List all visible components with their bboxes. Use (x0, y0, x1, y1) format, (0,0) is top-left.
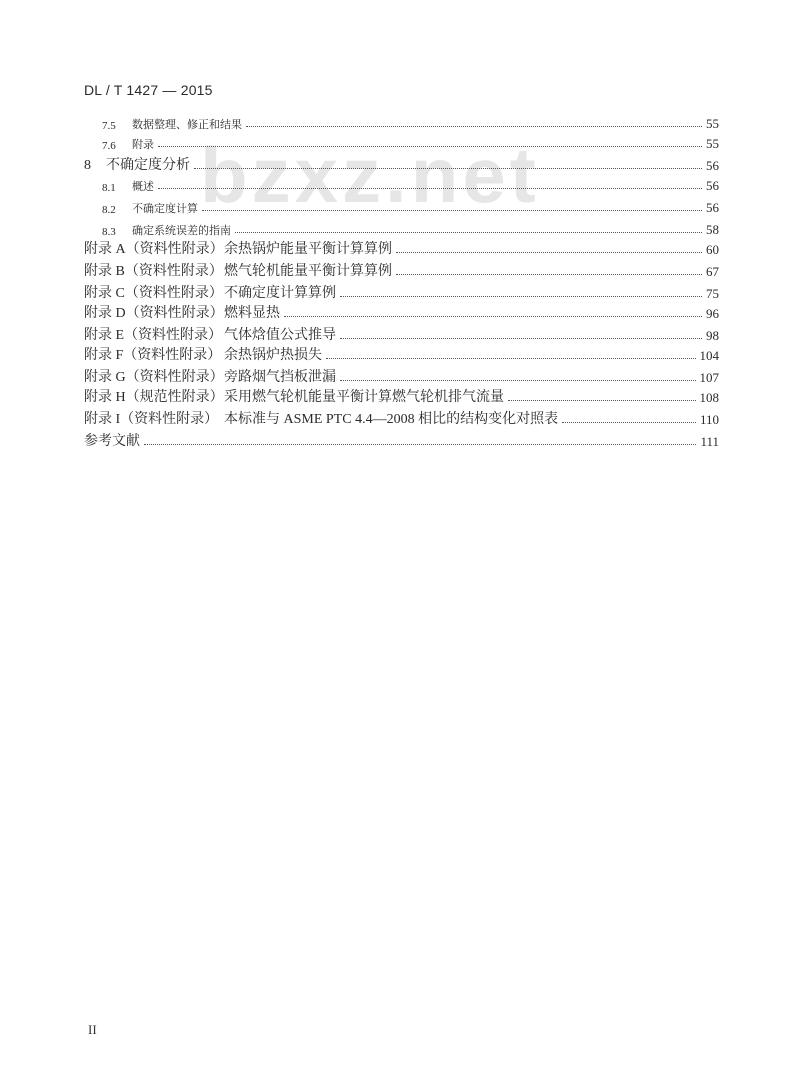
toc-entry-title: 本标准与 ASME PTC 4.4—2008 相比的结构变化对照表 (224, 412, 559, 427)
toc-entry-number: 8.3 (102, 226, 116, 238)
toc-entry[interactable] (84, 154, 719, 174)
toc-entry-number: 附录 B（资料性附录） (84, 264, 223, 279)
toc-entry-page: 60 (706, 242, 719, 257)
toc-entry-title: 余热锅炉热损失 (224, 348, 322, 363)
dot-leader (562, 422, 696, 423)
toc-entry-page: 56 (706, 200, 719, 215)
toc-entry[interactable] (84, 366, 719, 386)
dot-leader (396, 252, 702, 253)
toc-entry-page: 110 (699, 412, 719, 427)
toc-entry-title: 采用燃气轮机能量平衡计算燃气轮机排气流量 (224, 390, 504, 405)
toc-entry-number: 附录 D（资料性附录） (84, 306, 224, 321)
dot-leader (246, 126, 702, 127)
toc-entry-title: 燃料显热 (224, 306, 280, 321)
toc-entry-title: 旁路烟气挡板泄漏 (224, 370, 336, 385)
toc-entry-page: 111 (700, 434, 719, 449)
dot-leader (340, 380, 696, 381)
toc-entry-title: 不确定度计算 (132, 203, 198, 215)
toc-entry-number: 附录 F（资料性附录） (84, 348, 222, 363)
toc-entry-page: 108 (699, 390, 719, 405)
toc-entry-page: 67 (706, 264, 719, 279)
toc-entry-number: 7.5 (102, 120, 116, 132)
toc-entry-title: 概述 (132, 181, 154, 193)
toc-entry[interactable] (84, 344, 719, 364)
dot-leader (235, 232, 702, 233)
toc-entry-title: 数据整理、修正和结果 (132, 119, 242, 131)
toc-entry-page: 96 (706, 306, 719, 321)
toc-entry-title: 确定系统误差的指南 (132, 225, 231, 237)
dot-leader (508, 400, 696, 401)
toc-entry-page: 104 (699, 348, 719, 363)
toc-entry-page: 58 (706, 222, 719, 237)
toc-entry-page: 107 (699, 370, 719, 385)
toc-entry[interactable] (102, 112, 719, 132)
dot-leader (396, 274, 702, 275)
toc-entry-number: 8.2 (102, 204, 116, 216)
dot-leader (284, 316, 702, 317)
dot-leader (194, 168, 702, 169)
toc-entry[interactable] (84, 430, 719, 450)
dot-leader (202, 210, 702, 211)
dot-leader (340, 338, 702, 339)
toc-entry-title: 参考文献 (84, 434, 140, 449)
toc-entry-title: 气体焓值公式推导 (224, 328, 336, 343)
toc-entry[interactable] (84, 408, 719, 428)
toc-entry-number: 附录 H（规范性附录） (84, 390, 224, 405)
toc-entry-number: 8.1 (102, 182, 116, 194)
toc-entry-page: 56 (706, 178, 719, 193)
toc-entry-number: 附录 C（资料性附录） (84, 286, 223, 301)
dot-leader (158, 188, 702, 189)
toc-entry-number: 附录 A（资料性附录） (84, 242, 224, 257)
document-code: DL / T 1427 — 2015 (84, 82, 213, 98)
toc-entry[interactable] (84, 260, 719, 280)
toc-entry-page: 56 (706, 158, 719, 173)
toc-entry-number: 附录 G（资料性附录） (84, 370, 224, 385)
toc-entry[interactable] (102, 174, 719, 194)
toc-entry[interactable] (102, 196, 719, 216)
toc-entry[interactable] (84, 386, 719, 406)
toc-entry-page: 75 (706, 286, 719, 301)
toc-entry[interactable] (84, 282, 719, 302)
toc-entry-title: 不确定度分析 (106, 158, 190, 173)
toc-entry[interactable] (102, 218, 719, 238)
toc-entry-number: 附录 E（资料性附录） (84, 328, 223, 343)
toc-entry[interactable] (84, 238, 719, 258)
dot-leader (158, 146, 702, 147)
toc-entry-page: 55 (706, 116, 719, 131)
toc-entry-title: 不确定度计算算例 (224, 286, 336, 301)
toc-entry-page: 98 (706, 328, 719, 343)
page-number: II (88, 1022, 97, 1037)
toc-entry-number: 8 (84, 158, 91, 173)
dot-leader (326, 358, 696, 359)
dot-leader (144, 444, 696, 445)
toc-entry-number: 附录 I（资料性附录） (84, 412, 219, 427)
toc-entry-title: 余热锅炉能量平衡计算算例 (224, 242, 392, 257)
watermark: bzxz.net (200, 131, 540, 219)
toc-entry[interactable] (84, 302, 719, 322)
toc-entry[interactable] (84, 324, 719, 344)
toc-entry-page: 55 (706, 136, 719, 151)
dot-leader (340, 296, 702, 297)
toc-entry[interactable] (102, 132, 719, 152)
toc-entry-title: 燃气轮机能量平衡计算算例 (224, 264, 392, 279)
toc-entry-title: 附录 (132, 139, 154, 151)
toc-entry-number: 7.6 (102, 140, 116, 152)
